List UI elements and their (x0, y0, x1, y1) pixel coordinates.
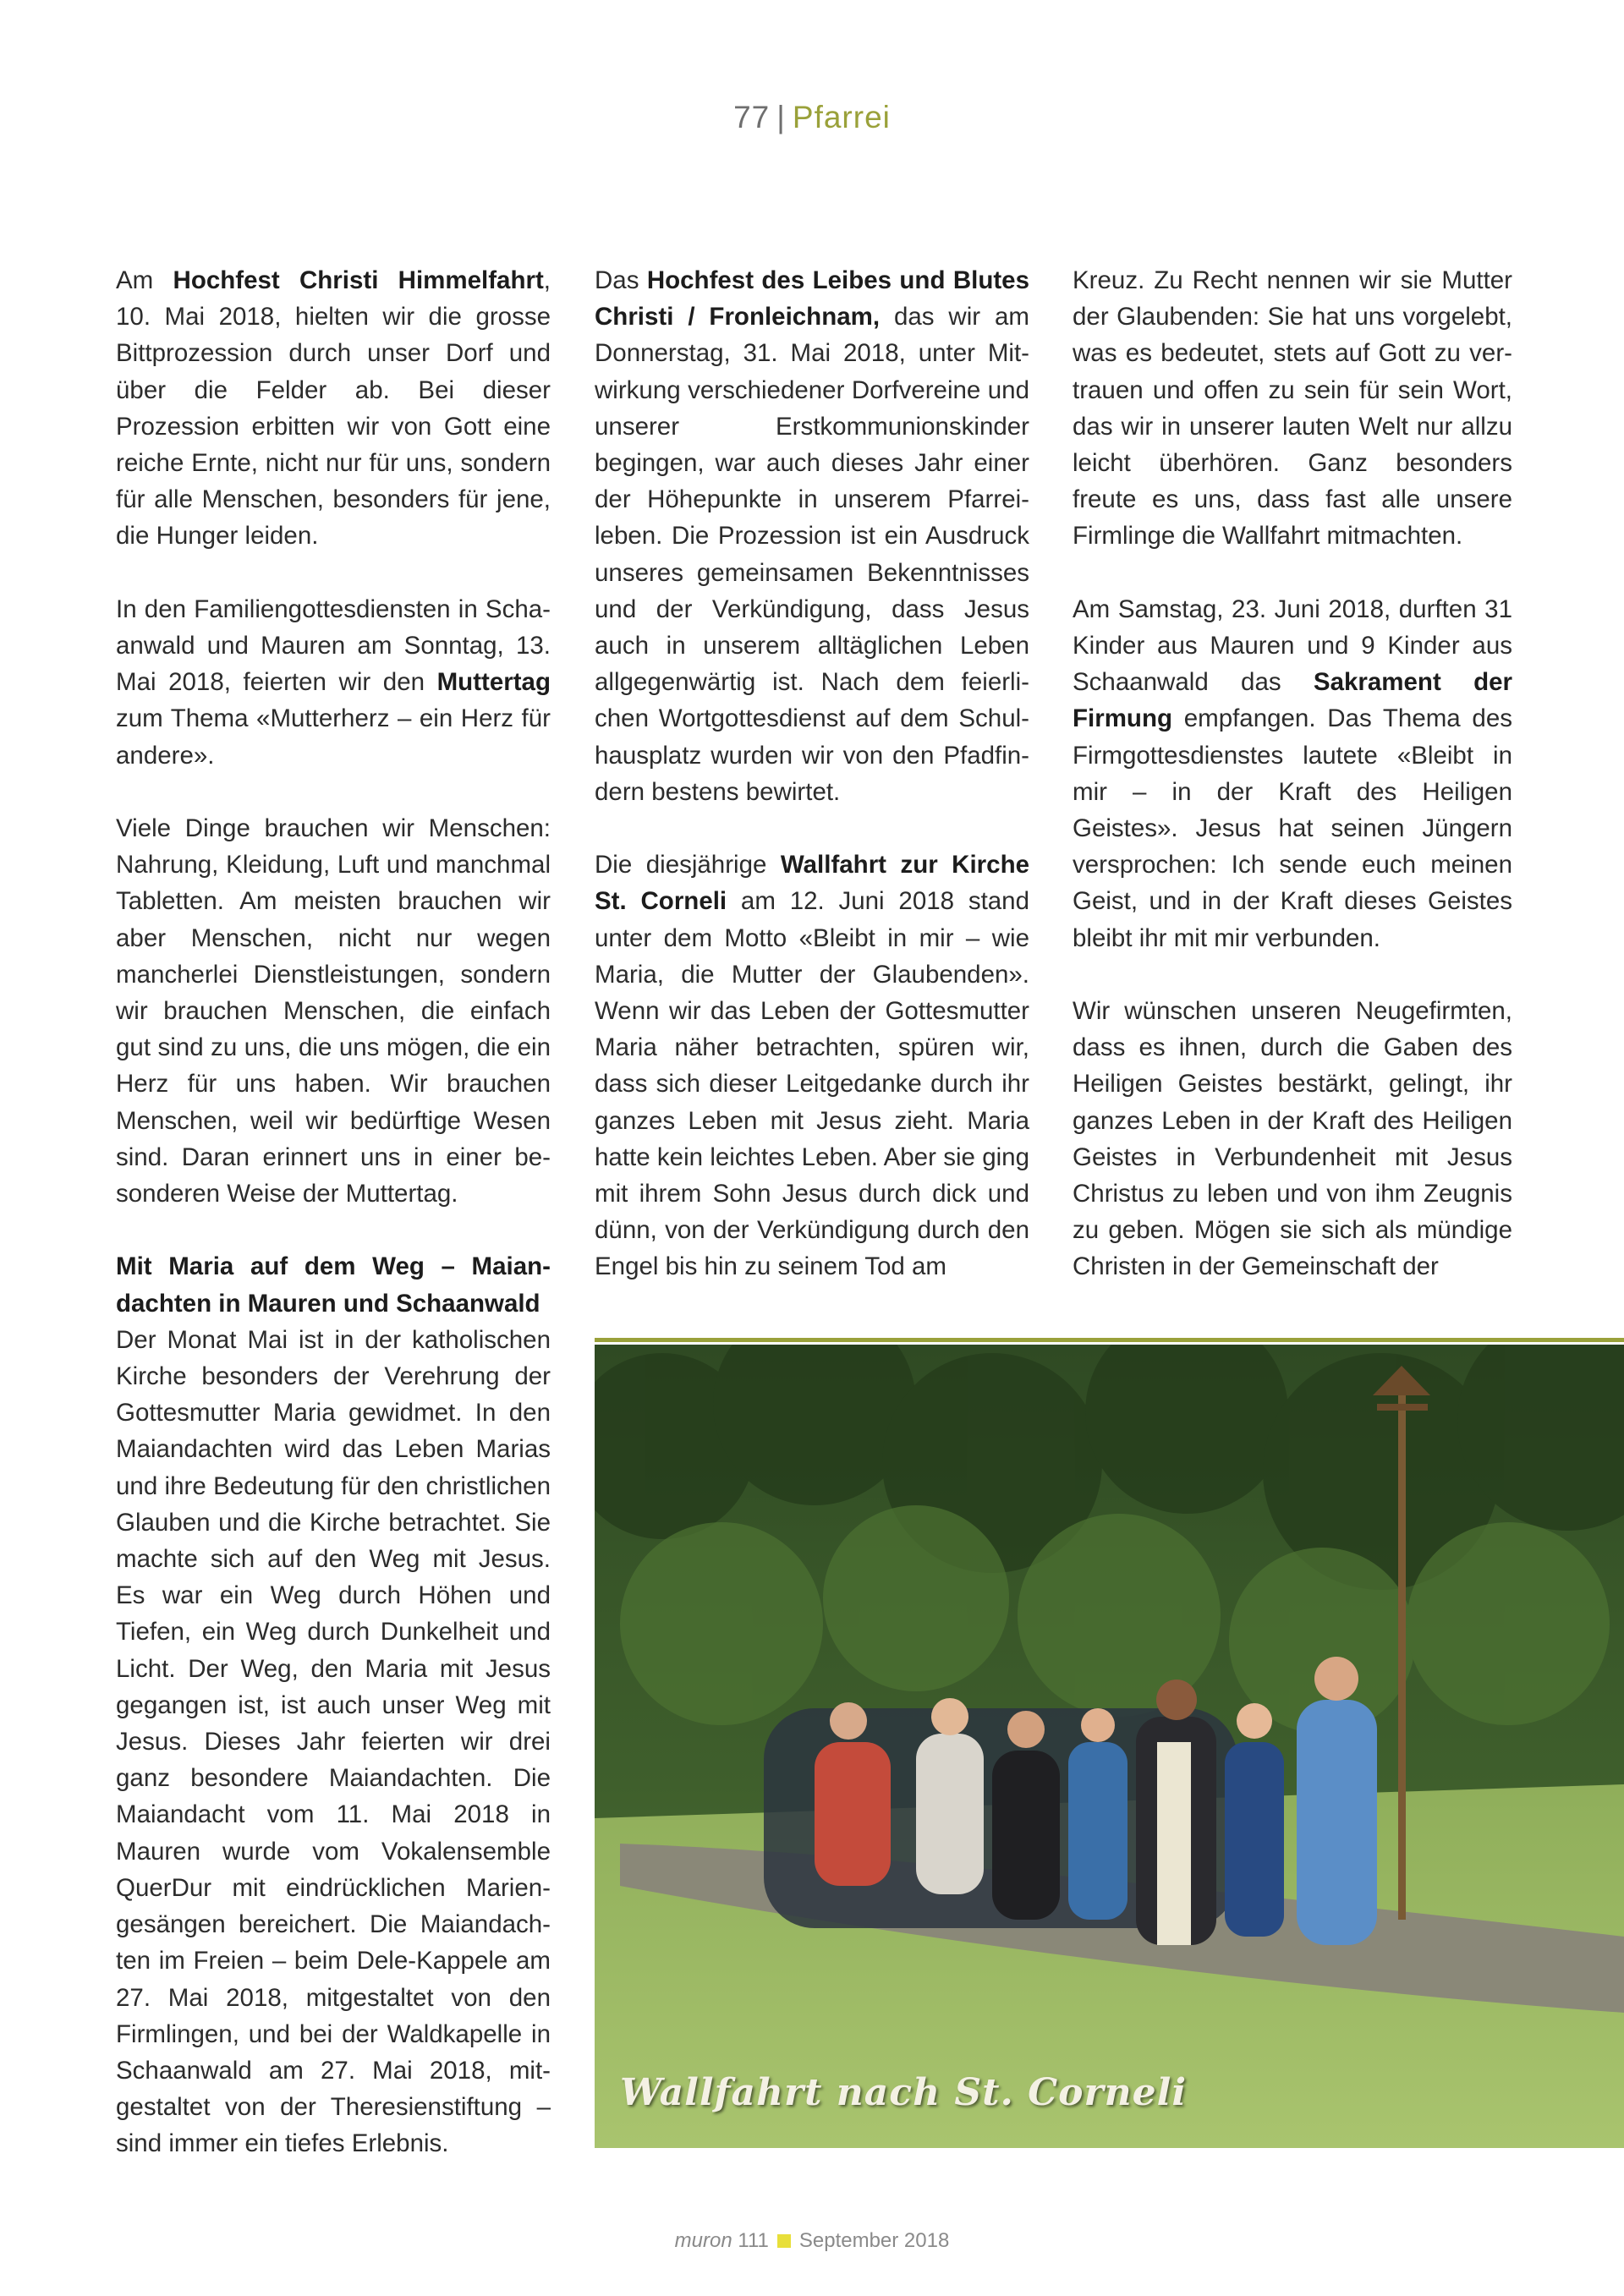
paragraph-kreuz: Kreuz. Zu Recht nennen wir sie Mutter der Glaubenden: Sie hat uns vorgelebt, was es bedeutet, stets auf Gott zu vertrauen und offen zu sein für sein Wort, das wir in unserer lauten Welt nur allzu leicht überhören. Ganz besonders freute es uns, dass fast alle unsere Firmlinge die Wallfahrt mitmachten. (1073, 266, 1512, 551)
text-column-1 (116, 262, 551, 2162)
paragraph-himmelfahrt: Am Hochfest Christi Himmelfahrt, 10. Mai 2018, hielten wir die grosse Bittprozession durch unser Dorf und über die Felder ab. Bei dieser Prozession erbitten wir von Gott eine reiche Ernte, nicht nur für uns, sondern für alle Menschen, besonders für jene, die Hunger leiden. (116, 266, 551, 551)
text-column-2 (595, 262, 1029, 1285)
issue-number: 111 (738, 2229, 769, 2252)
paragraph-muttertag: In den Familiengottesdiensten in Schaanwald und Mauren am Sonntag, 13. Mai 2018, feierten wir den Muttertag zum Thema «Mutterherz – ein Herz für andere». (116, 595, 551, 770)
page-footer (0, 2229, 1624, 2253)
paragraph-neugefirmte: Wir wünschen unseren Neugefirmten, dass es ihnen, durch die Gaben des Heiligen Geistes bestärkt, gelingt, ihr ganzes Leben in der Kraft des Heiligen Geistes in Verbundenheit mit Jesus Christus zu leben und von ihm Zeugnis zu geben. Mögen sie sich als mündige Christen in der Gemeinschaft der (1073, 997, 1512, 1281)
text-column-3 (1073, 262, 1512, 1285)
maiandachten-section (116, 1248, 551, 2162)
paragraph-firmung: Am Samstag, 23. Juni 2018, durften 31 Kinder aus Mauren und 9 Kinder aus Schaanwald das Sakrament der Firmung empfangen. Das Thema des Firmgottesdienstes lautete «Bleibt in mir – in der Kraft des Heiligen Geistes». Jesus hat seinen Jüngern versprochen: Ich sende euch meinen Geist, und in der Kraft dieses Geistes bleibt ihr mit mir verbunden. (1073, 595, 1512, 952)
photo-accent-rule (595, 1338, 1624, 1342)
paragraph-maiandachten: Der Monat Mai ist in der katholischen Kirche besonders der Verehrung der Gottesmutter Maria gewidmet. In den Maiandachten wird das Leben Marias und ihre Bedeutung für den christlichen Glauben und die Kirche betrachtet. Sie machte sich auf den Weg mit Jesus. Es war ein Weg durch Höhen und Tiefen, ein Weg durch Dunkelheit und Licht. Der Weg, den Maria mit Jesus gegangen ist, ist auch unser Weg mit Jesus. Dieses Jahr feierten wir drei ganz besondere Maiandachten. Die Maiandacht vom 11. Mai 2018 in Mauren wurde vom Vokalensemble QuerDur mit eindrücklichen Mariengesängen bereichert. Die Maiandachten im Freien – beim Dele-Kappele am 27. Mai 2018, mitgestaltet von den Firmlingen, und bei der Waldkapelle in Schaanwald am 27. Mai 2018, mitgestaltet von der Theresienstiftung – sind immer ein tiefes Erlebnis. (116, 1325, 551, 2158)
page-header (0, 100, 1624, 135)
footer-square-icon (777, 2234, 791, 2248)
paragraph-fronleichnam: Das Hochfest des Leibes und Blutes Christi / Fronleichnam, das wir am Donnerstag, 31. Mai 2018, unter Mitwirkung verschiedener Dorfvereine und unserer Erstkommunionskinder begingen, war auch dieses Jahr einer der Höhepunkte in unserem Pfarreileben. Die Prozession ist ein Ausdruck unseres gemeinsamen Bekenntnisses und der Verkündigung, dass Jesus auch in unserem alltäglichen Leben allgegenwärtig ist. Nach dem feierlichen Wortgottesdienst auf dem Schulhausplatz wurden wir von den Pfadfindern bestens bewirtet. (595, 266, 1029, 806)
section-title: Pfarrei (792, 100, 891, 134)
photo-caption: Wallfahrt nach St. Corneli (620, 2071, 1188, 2114)
heading-maiandachten: Mit Maria auf dem Weg – Maiandachten in Mauren und Schaanwald (116, 1252, 551, 1318)
magazine-name: muron (674, 2229, 732, 2252)
header-separator: | (776, 100, 786, 134)
pilgrimage-photo (595, 1345, 1624, 2148)
paragraph-wallfahrt: Die diesjährige Wallfahrt zur Kirche St. Corneli am 12. Juni 2018 stand unter dem Motto «Bleibt in mir – wie Maria, die Mutter der Glaubenden». Wenn wir das Leben der Gottesmutter Maria näher betrachten, spüren wir, dass sich dieser Leitgedanke durch ihr ganzes Leben mit Jesus zieht. Maria hatte kein leichtes Leben. Aber sie ging mit ihrem Sohn Jesus durch dick und dünn, von der Verkündigung durch den Engel bis hin zu seinem Tod am (595, 851, 1029, 1281)
photo-illustration (595, 1345, 1624, 2148)
issue-date: September 2018 (798, 2229, 950, 2252)
paragraph-menschen: Viele Dinge brauchen wir Menschen: Nahrung, Kleidung, Luft und manchmal Tabletten. Am meisten brauchen wir aber Menschen, nicht nur wegen mancherlei Dienstleistungen, sondern wir brauchen Menschen, die einfach gut sind zu uns, die uns mögen, die ein Herz für uns haben. Wir brauchen Menschen, weil wir bedürftige Wesen sind. Daran erinnert uns in einer besonderen Weise der Muttertag. (116, 814, 551, 1208)
page-number: 77 (733, 100, 771, 134)
